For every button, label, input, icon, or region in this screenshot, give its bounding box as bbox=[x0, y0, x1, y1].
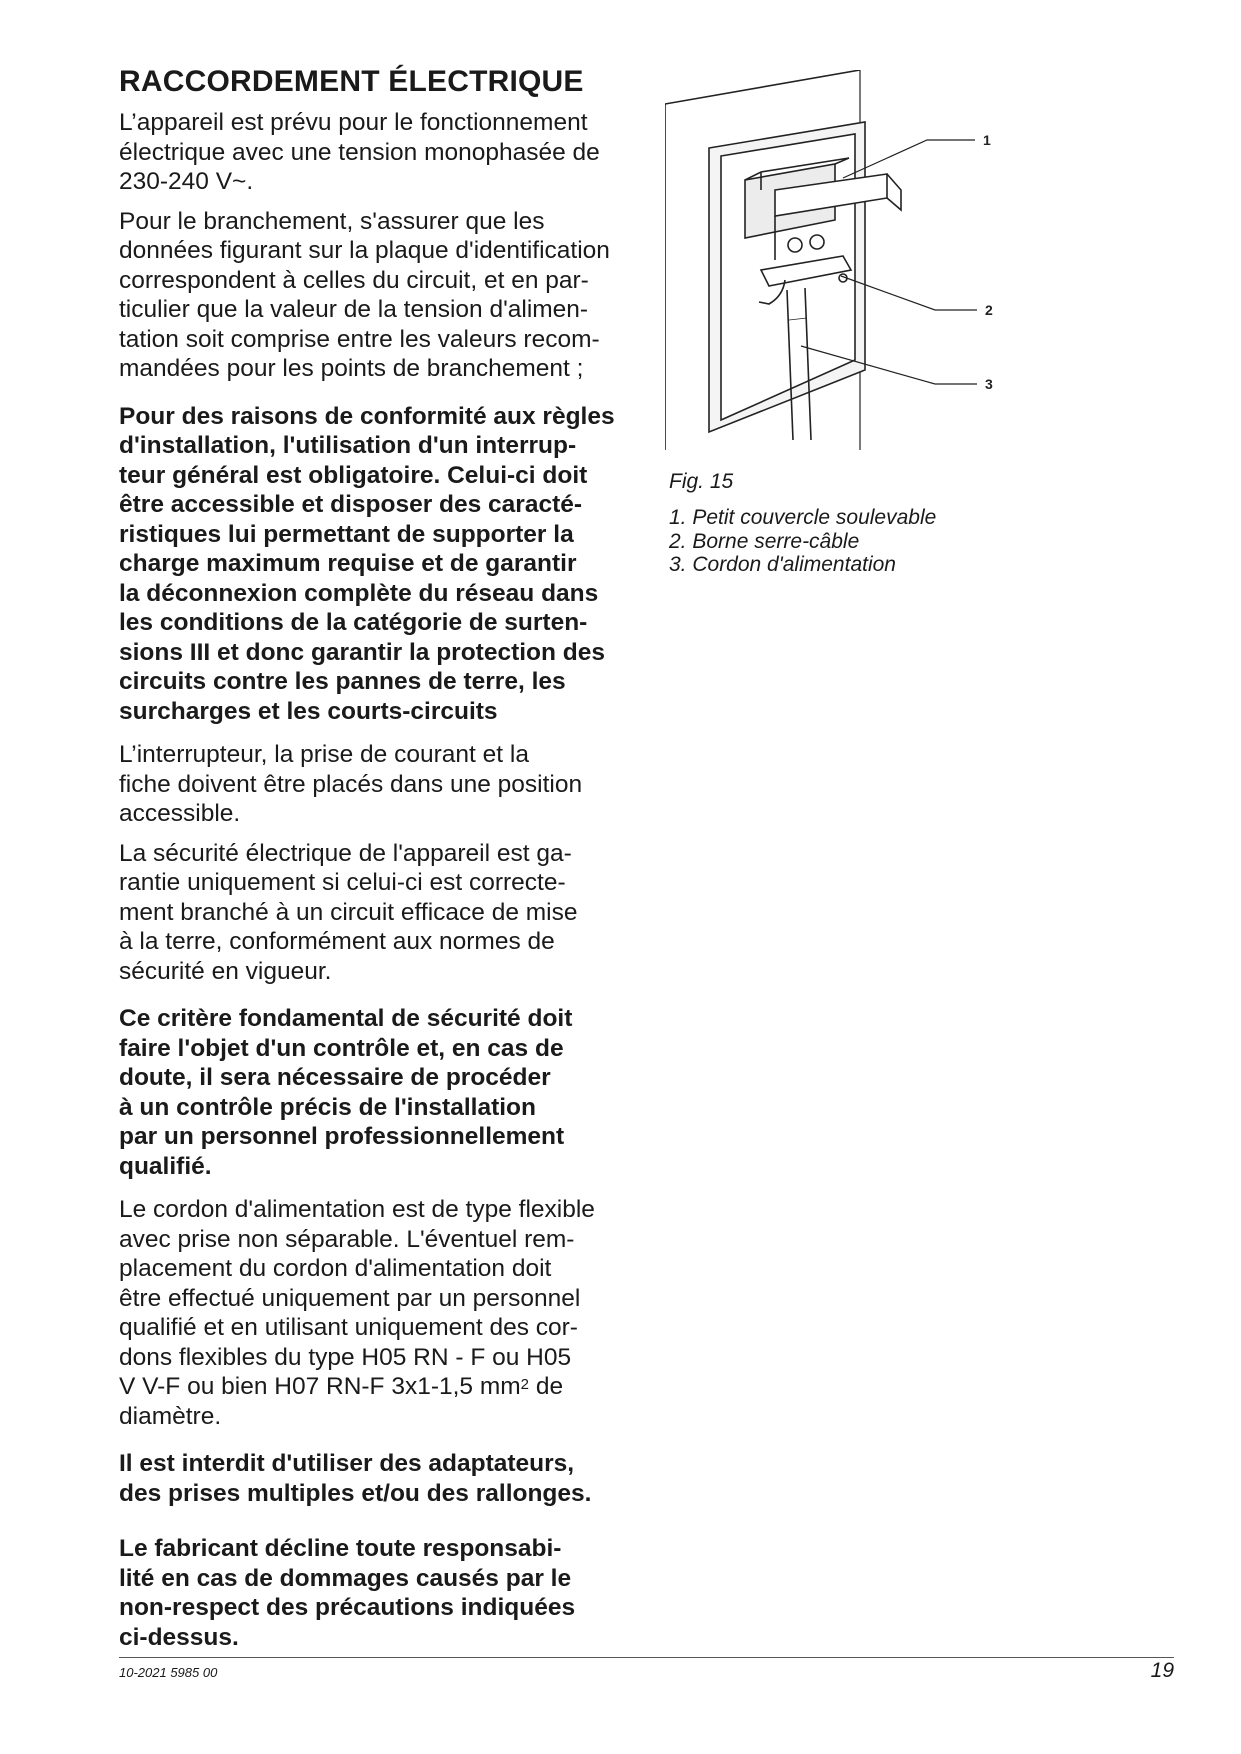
text-line: d'installation, l'utilisation d'un interrup- bbox=[119, 432, 577, 459]
text-line: la déconnexion complète du réseau dans bbox=[119, 579, 599, 607]
text-line: tation soit comprise entre les valeurs recom- bbox=[119, 325, 600, 353]
text-line: Il est interdit d'utiliser des adaptateurs, bbox=[119, 1450, 575, 1477]
text-line: 230-240 V~. bbox=[119, 168, 254, 195]
terminal-block-illustration bbox=[665, 70, 1015, 460]
paragraph-voltage bbox=[119, 108, 649, 197]
text-line: Le fabricant décline toute responsabi- bbox=[119, 1535, 562, 1562]
document-code: 10-2021 5985 00 bbox=[119, 1665, 218, 1680]
text-line: les conditions de la catégorie de surten- bbox=[119, 609, 588, 636]
text-line: ticulier que la valeur de la tension d'alimen- bbox=[119, 296, 589, 323]
text-line-with-superscript bbox=[119, 1372, 649, 1402]
text-line: Le cordon d'alimentation est de type flexible bbox=[119, 1196, 595, 1223]
text-line: circuits contre les pannes de terre, les bbox=[119, 668, 566, 695]
text-line: faire l'objet d'un contrôle et, en cas de bbox=[119, 1034, 564, 1062]
text-line: surcharges et les courts-circuits bbox=[119, 697, 498, 725]
text-line: Pour le branchement, s'assurer que les bbox=[119, 207, 545, 235]
text-line: fiche doivent être placés dans une position bbox=[119, 770, 583, 798]
text-line: L’appareil est prévu pour le fonctionnement bbox=[119, 109, 588, 136]
text-line: correspondent à celles du circuit, et en par- bbox=[119, 266, 589, 294]
text-fragment: V V-F ou bien H07 RN-F 3x1-1,5 mm bbox=[119, 1373, 521, 1400]
text-line: non-respect des précautions indiquées bbox=[119, 1594, 576, 1621]
text-line: ment branché à un circuit efficace de mise bbox=[119, 898, 578, 926]
text-line: L’interrupteur, la prise de courant et la bbox=[119, 741, 529, 768]
paragraph-main-switch-warning bbox=[119, 402, 649, 727]
section-heading: RACCORDEMENT ÉLECTRIQUE bbox=[119, 65, 584, 98]
text-line: placement du cordon d'alimentation doit bbox=[119, 1255, 552, 1282]
text-line: électrique avec une tension monophasée de bbox=[119, 138, 600, 166]
text-line: données figurant sur la plaque d'identification bbox=[119, 237, 610, 264]
text-line: ci-dessus. bbox=[119, 1623, 239, 1651]
callout-2: 2 bbox=[985, 302, 993, 318]
legend-item: 1. Petit couvercle soulevable bbox=[669, 506, 937, 529]
page-number: 19 bbox=[1150, 1659, 1174, 1682]
text-line: être effectué uniquement par un personnel bbox=[119, 1284, 581, 1312]
text-line: charge maximum requise et de garantir bbox=[119, 550, 577, 577]
figure-caption: Fig. 15 bbox=[669, 470, 734, 493]
text-line: diamètre. bbox=[119, 1402, 222, 1430]
legend-item: 2. Borne serre-câble bbox=[669, 529, 860, 553]
text-line: accessible. bbox=[119, 800, 241, 827]
legend-item: 3. Cordon d'alimentation bbox=[669, 553, 896, 576]
footer-divider bbox=[119, 1657, 1174, 1658]
text-line: Pour des raisons de conformité aux règles bbox=[119, 402, 615, 430]
paragraph-grounding bbox=[119, 839, 649, 987]
text-line: doute, il sera nécessaire de procéder bbox=[119, 1064, 551, 1091]
text-line: Ce critère fondamental de sécurité doit bbox=[119, 1005, 573, 1032]
text-line: lité en cas de dommages causés par le bbox=[119, 1564, 572, 1592]
text-line: ristiques lui permettant de supporter la bbox=[119, 520, 574, 548]
superscript: 2 bbox=[520, 1376, 530, 1393]
text-line: qualifié. bbox=[119, 1152, 212, 1180]
paragraph-connection bbox=[119, 207, 649, 384]
text-line: teur général est obligatoire. Celui-ci doit bbox=[119, 461, 588, 489]
text-line: qualifié et en utilisant uniquement des cor- bbox=[119, 1314, 578, 1341]
text-line: à un contrôle précis de l'installation bbox=[119, 1093, 536, 1121]
text-line: par un personnel professionnellement bbox=[119, 1123, 565, 1150]
text-column bbox=[119, 62, 649, 1666]
paragraph-no-adapters-warning bbox=[119, 1449, 649, 1508]
text-line: La sécurité électrique de l'appareil est ga- bbox=[119, 839, 572, 867]
text-line: sécurité en vigueur. bbox=[119, 957, 332, 985]
callout-1: 1 bbox=[983, 132, 991, 148]
text-line: sions III et donc garantir la protection des bbox=[119, 638, 606, 666]
text-fragment: de bbox=[529, 1373, 564, 1400]
text-line: mandées pour les points de branchement ; bbox=[119, 355, 584, 382]
callout-3: 3 bbox=[985, 376, 993, 392]
paragraph-power-cord bbox=[119, 1195, 649, 1431]
text-line: rantie uniquement si celui-ci est correcte- bbox=[119, 869, 566, 896]
text-line: des prises multiples et/ou des rallonges. bbox=[119, 1479, 592, 1507]
paragraph-safety-check-warning bbox=[119, 1004, 649, 1181]
figure-legend bbox=[669, 506, 936, 577]
text-line: à la terre, conformément aux normes de bbox=[119, 928, 555, 955]
text-line: dons flexibles du type H05 RN - F ou H05 bbox=[119, 1343, 572, 1371]
paragraph-accessible-position bbox=[119, 740, 649, 829]
paragraph-liability-disclaimer bbox=[119, 1534, 649, 1652]
text-line: avec prise non séparable. L'éventuel rem- bbox=[119, 1225, 575, 1253]
text-line: être accessible et disposer des caracté- bbox=[119, 491, 583, 518]
